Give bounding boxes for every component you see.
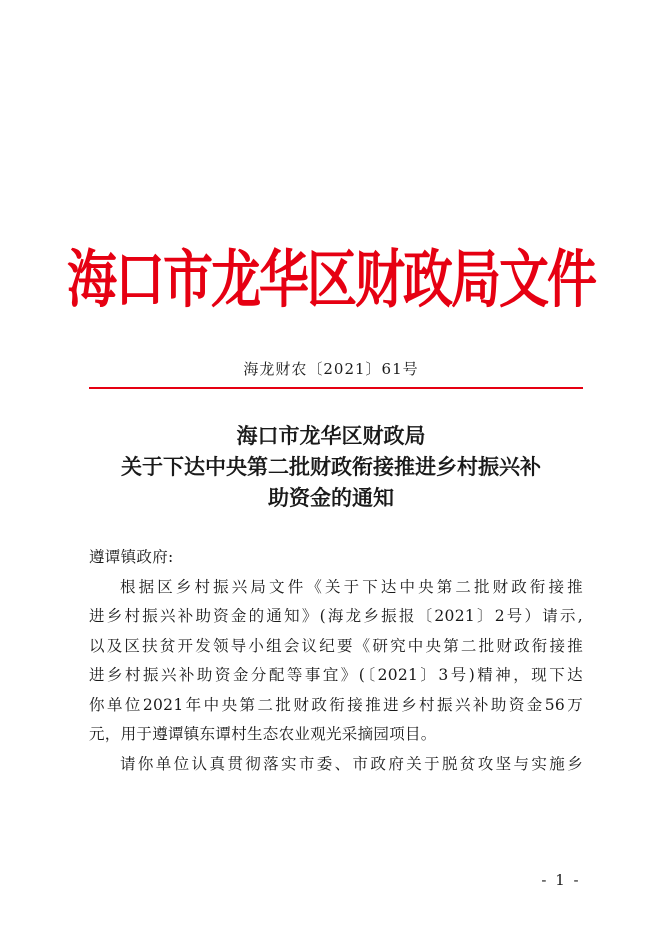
paragraph-line: 进乡村振兴补助资金的通知》(海龙乡振报〔2021〕2号）请示, xyxy=(89,607,583,625)
paragraph-line: 以及区扶贫开发领导小组会议纪要《研究中央第二批财政衔接推 xyxy=(89,636,583,655)
salutation: 遵谭镇政府: xyxy=(89,548,174,566)
document-header-title: 海口市龙华区财政局文件 xyxy=(67,242,595,316)
document-title xyxy=(80,420,582,513)
page-number: - 1 - xyxy=(541,871,581,889)
paragraph-line: 你单位2021年中央第二批财政衔接推进乡村振兴补助资金56万 xyxy=(89,695,583,714)
paragraph-line: 元，用于遵谭镇东谭村生态农业观光采摘园项目。 xyxy=(89,725,437,743)
paragraph-line: 根据区乡村振兴局文件《关于下达中央第二批财政衔接推 xyxy=(120,577,583,596)
title-line: 助资金的通知 xyxy=(268,485,394,510)
title-line: 关于下达中央第二批财政衔接推进乡村振兴补 xyxy=(121,454,541,479)
red-divider-line xyxy=(89,387,583,389)
document-number: 海龙财农〔2021〕61号 xyxy=(243,360,419,378)
paragraph-line: 请你单位认真贯彻落实市委、市政府关于脱贫攻坚与实施乡 xyxy=(120,754,583,773)
paragraph-line: 进乡村振兴补助资金分配等事宜》(〔2021〕3号)精神，现下达 xyxy=(89,666,583,684)
title-line: 海口市龙华区财政局 xyxy=(236,423,426,448)
document-body xyxy=(89,543,583,779)
